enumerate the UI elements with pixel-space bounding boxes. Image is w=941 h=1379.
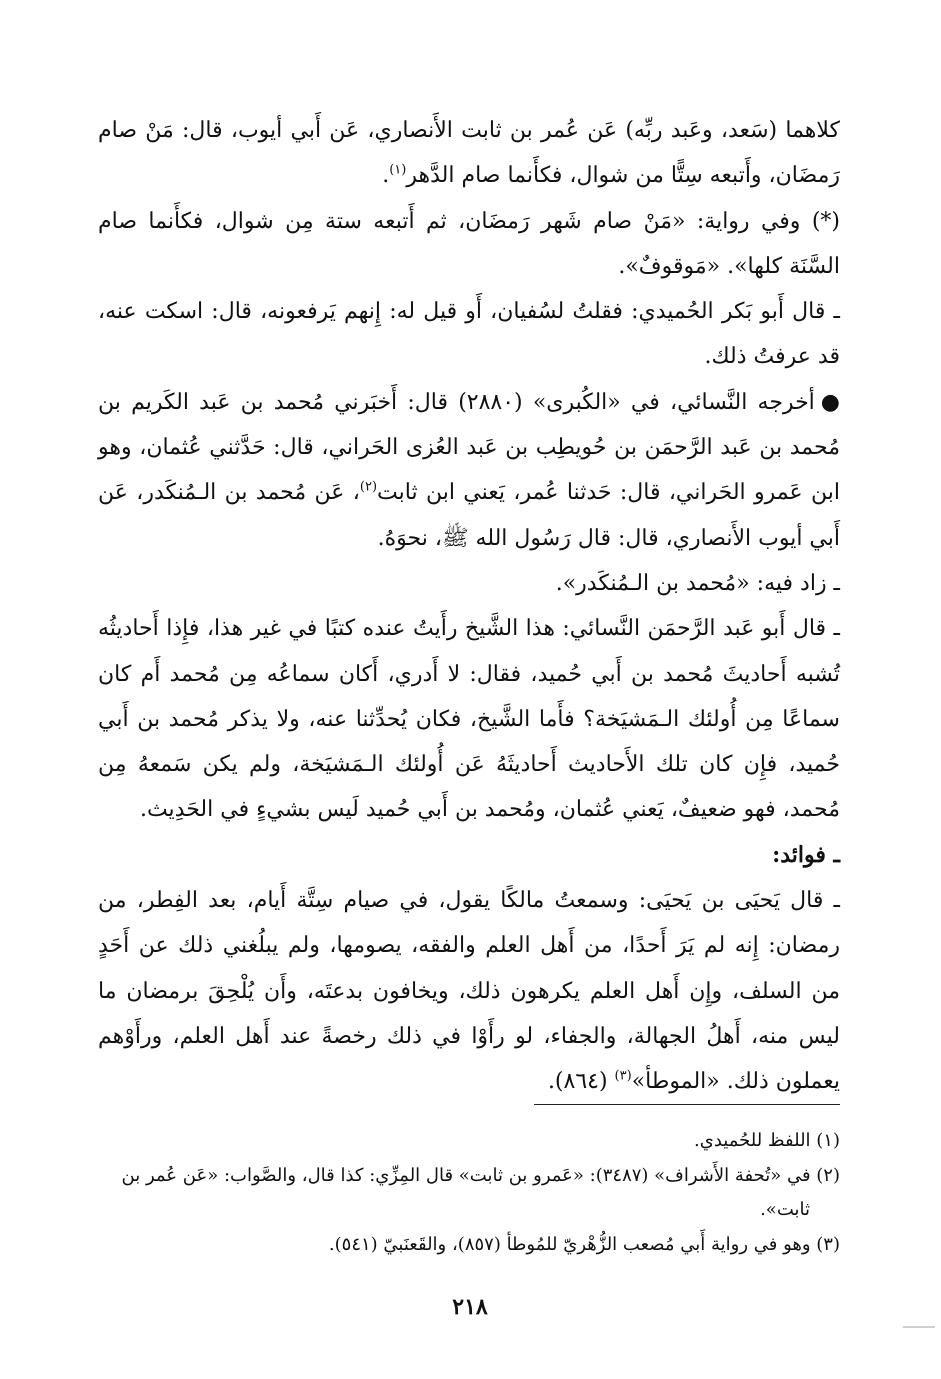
margin-mark [903,1326,935,1328]
footnote-divider [534,1104,840,1105]
paragraph-7-text-a: ـ قال يَحيَى بن يَحيَى: وسمعتُ مالكًا يقول، في صيام سِتَّة أَيام، بعد الفِطر، من رمضان: إِنه لم يَرَ أَحدًا، من أَهل العلم والفقه، يصومها، ولم يبلُغني ذلك عن أَحَدٍ من السلف، وإِن أَهل العلم يكرهون ذلك، ويخافون بدعتَه، وأَن يُلْحِقَ برمضان ما ليس منه، أَهلُ الجهالة، والجفاء، لو رأَوْا في ذلك رخصةً عند أَهل العلم، ورأَوْهم يعملون ذلك. «الموطأ» [98,888,840,1095]
paragraph-4-text-b: ، عَن مُحمد بن الـمُنكَدر، عَن أَبي أيوب الأَنصاري، قال: قال رَسُول الله ﷺ، نحوَهُ. [98,480,840,551]
main-text-block [98,108,840,1105]
footnote-ref-1: (١) [389,162,407,178]
paragraph-1-text: كلاهما (سَعد، وعَبد ربِّه) عَن عُمر بن ثابت الأَنصاري، عَن أَبي أيوب، قال: مَنْ صام رَمضَان، وأَتبعه سِتًّا من شوال، فكأَنما صام الدَّهر [98,118,840,189]
paragraph-6: ـ قال أَبو عَبد الرَّحمَن النَّسائي: هذا الشَّيخ رأَيتُ عنده كتبًا في غير هذا، فإِذا أَحاديثُه تُشبه أَحاديثَ مُحمد بن أَبي حُميد، فقال: لا أَدري، أَكان سماعُه مِن مُحمد أَم كان سماعًا مِن أُولئك الـمَشيَخة؟ فأَما الشَّيخ، فكان يُحدِّثنا عنه، ولا يذكر مُحمد بن أَبي حُميد، فإِن كان تلك الأَحاديث أَحاديثَهُ عَن أُولئك الـمَشيَخة، ولم يكن سَمعهُ مِن مُحمد، فهو ضعيفٌ، يَعني عُثمان، ومُحمد بن أَبي حُميد لَيس بشيءٍ في الحَدِيث. [98,616,840,823]
section-heading: ـ فوائد: [772,841,840,868]
paragraph-1-end: . [382,163,390,189]
paragraph-3: ـ قال أَبو بَكر الحُميدي: فقلتُ لسُفيان، أَو قيل له: إِنهم يَرفعونه، قال: اسكت عنه، قد عرفتُ ذلك. [98,299,840,370]
footnote-2: (٢) في «تُحفة الأَشراف» (٣٤٨٧): «عَمرو بن ثابت» قال المِزِّي: كذا قال، والصَّواب: «عَن عُمر بن [121,1164,840,1186]
paragraph-1 [98,108,840,199]
paragraph-5: ـ زاد فيه: «مُحمد بن الـمُنكَدر». [555,570,840,596]
footnote-1: (١) اللفظ للحُميدي. [694,1130,840,1151]
paragraph-2: (*) وفي رواية: «مَنْ صام شَهر رَمضَان، ثم أَتبعه ستة مِن شوال، فكأَنما صام السَّنَة كلها». «مَوقوفٌ». [98,208,840,279]
bullet-icon: ● [820,389,840,415]
footnotes-block [98,1124,840,1262]
page-number: ٢١٨ [452,1294,488,1320]
paragraph-4 [98,380,840,561]
paragraph-7-text-b: (٨٦٤). [547,1069,615,1095]
paragraph-7 [98,878,840,1104]
paragraph-4-text-a: أخرجه النَّسائي، في «الكُبرى» (٢٨٨٠) قال: أَخبَرني مُحمد بن عَبد الكَريم بن مُحمد بن عَبد الرَّحمَن بن حُويطِب بن عَبد العُزى الحَراني، قال: حَدَّثني عُثمان، وهو ابن عَمرو الحَراني، قال: حَدثنا عُمر، يَعني ابن ثابت [98,389,840,506]
footnote-2-continued: ثابت». [760,1199,810,1220]
footnote-3: (٣) وهو في رواية أَبي مُصعب الزُّهْريّ للمُوطأ (٨٥٧)، والقَعنَبيّ (٥٤١). [328,1233,840,1255]
footnote-ref-3: (٣) [614,1068,632,1084]
footnote-ref-2: (٢) [359,480,378,496]
